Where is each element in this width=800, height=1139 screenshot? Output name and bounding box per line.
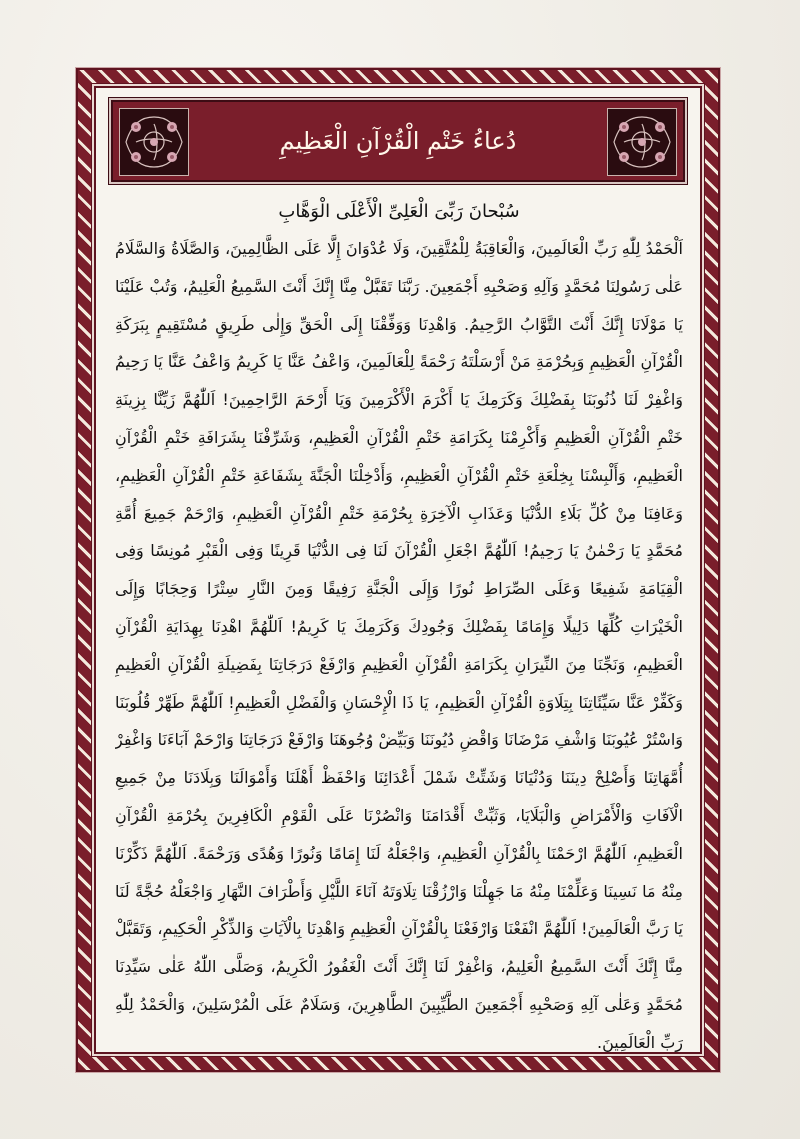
frame-inner-panel	[96, 88, 700, 1052]
floral-ornament-icon	[607, 108, 677, 176]
title-banner	[113, 102, 683, 180]
opening-line: سُبْحانَ رَبِّىَ الْعَلِىِّ الْأَعْلَى الْوَهَّابِ	[278, 201, 520, 222]
prayer-text: اَلْحَمْدُ لِلّٰهِ رَبِّ الْعَالَمِينَ، وَالْعَاقِبَةُ لِلْمُتَّقِينَ، وَلَا عُدْوَانَ إِلَّا عَلَى الظَّالِمِينَ، وَالصَّلَاةُ وَالسَّلَامُ عَلٰى رَسُولِنَا مُحَمَّدٍ وَآلِهِ وَصَحْبِهِ أَجْمَعِينَ. رَبَّنَا تَقَبَّلْ مِنَّا إِنَّكَ أَنْتَ السَّمِيعُ الْعَلِيمُ، وَتُبْ عَلَيْنَا يَا مَوْلَانَا إِنَّكَ أَنْتَ التَّوَّابُ الرَّحِيمُ. وَاهْدِنَا وَوَفِّقْنَا إِلَى الْحَقِّ وَإِلٰى طَرِيقٍ مُسْتَقِيمٍ بِبَرَكَةِ الْقُرْآنِ الْعَظِيمِ وَبِحُرْمَةِ مَنْ أَرْسَلْتَهُ رَحْمَةً لِلْعَالَمِينَ، وَاعْفُ عَنَّا يَا كَرِيمُ وَاعْفُ عَنَّا يَا رَحِيمُ وَاغْفِرْ لَنَا ذُنُوبَنَا بِفَضْلِكَ وَكَرَمِكَ يَا أَكْرَمَ الْأَكْرَمِينَ وَيَا أَرْحَمَ الرَّاحِمِينَ! اَللّٰهُمَّ زَيِّنَّا بِزِينَةِ خَتْمِ الْقُرْآنِ الْعَظِيمِ وَأَكْرِمْنَا بِكَرَامَةِ خَتْمِ الْقُرْآنِ الْعَظِيمِ، وَشَرِّفْنَا بِشَرَافَةِ خَتْمِ الْقُرْآنِ الْعَظِيمِ، وَأَلْبِسْنَا بِخِلْعَةِ خَتْمِ الْقُرْآنِ الْعَظِيمِ، وَأَدْخِلْنَا الْجَنَّةَ بِشَفَاعَةِ خَتْمِ الْقُرْآنِ الْعَظِيمِ، وَعَافِنَا مِنْ كُلِّ بَلَاءِ الدُّنْيَا وَعَذَابِ الْآخِرَةِ بِحُرْمَةِ خَتْمِ الْقُرْآنِ الْعَظِيمِ، وَارْحَمْ جَمِيعَ أُمَّةِ مُحَمَّدٍ يَا رَحْمٰنُ يَا رَحِيمُ! اَللّٰهُمَّ اجْعَلِ الْقُرْآنَ لَنَا فِى الدُّنْيَا قَرِينًا وَفِى الْقَبْرِ مُونِسًا وَفِى الْقِيَامَةِ شَفِيعًا وَعَلَى الصِّرَاطِ نُورًا وَإِلَى الْجَنَّةِ رَفِيقًا وَمِنَ النَّارِ سِتْرًا وَحِجَابًا وَإِلَى الْخَيْرَاتِ كُلِّهَا دَلِيلًا وَإِمَامًا بِفَضْلِكَ وَجُودِكَ وَكَرَمِكَ يَا كَرِيمُ! اَللّٰهُمَّ اهْدِنَا بِهِدَايَةِ الْقُرْآنِ الْعَظِيمِ، وَنَجِّنَا مِنَ النِّيرَانِ بِكَرَامَةِ الْقُرْآنِ الْعَظِيمِ وَارْفَعْ دَرَجَاتِنَا بِفَضِيلَةِ الْقُرْآنِ الْعَظِيمِ وَكَفِّرْ عَنَّا سَيِّئَاتِنَا بِتِلَاوَةِ الْقُرْآنِ الْعَظِيمِ، يَا ذَا الْإِحْسَانِ وَالْفَضْلِ الْعَظِيمِ! اَللّٰهُمَّ طَهِّرْ قُلُوبَنَا وَاسْتُرْ عُيُوبَنَا وَاشْفِ مَرْضَانَا وَاقْضِ دُيُونَنَا وَبَيِّضْ وُجُوهَنَا وَارْفَعْ دَرَجَاتِنَا وَارْحَمْ آبَاءَنَا وَاغْفِرْ أُمَّهَاتِنَا وَأَصْلِحْ دِينَنَا وَدُنْيَانَا وَشَتِّتْ شَمْلَ أَعْدَائِنَا وَاحْفَظْ أَهْلَنَا وَأَمْوَالَنَا وَبِلَادَنَا مِنْ جَمِيعِ الْآفَاتِ وَالْأَمْرَاضِ وَالْبَلَايَا، وَثَبِّتْ أَقْدَامَنَا وَانْصُرْنَا عَلَى الْقَوْمِ الْكَافِرِينَ بِحُرْمَةِ الْقُرْآنِ الْعَظِيمِ، اَللّٰهُمَّ ارْحَمْنَا بِالْقُرْآنِ الْعَظِيمِ، وَاجْعَلْهُ لَنَا إِمَامًا وَنُورًا وَهُدًى وَرَحْمَةً. اَللّٰهُمَّ ذَكِّرْنَا مِنْهُ مَا نَسِينَا وَعَلِّمْنَا مِنْهُ مَا جَهِلْنَا وَارْزُقْنَا تِلَاوَتَهُ آنَاءَ اللَّيْلِ وَأَطْرَافَ النَّهَارِ وَاجْعَلْهُ حُجَّةً لَنَا يَا رَبَّ الْعَالَمِينَ! اَللّٰهُمَّ انْفَعْنَا وَارْفَعْنَا بِالْقُرْآنِ الْعَظِيمِ وَاهْدِنَا بِالْآيَاتِ وَالذِّكْرِ الْحَكِيمِ، وَتَقَبَّلْ مِنَّا إِنَّكَ أَنْتَ السَّمِيعُ الْعَلِيمُ، وَاغْفِرْ لَنَا إِنَّكَ أَنْتَ الْغَفُورُ الْكَرِيمُ، وَصَلَّى اللّٰهُ عَلٰى سَيِّدِنَا مُحَمَّدٍ وَعَلٰى آلِهِ وَصَحْبِهِ أَجْمَعِينَ الطَّيِّبِينَ الطَّاهِرِينَ، وَسَلَامٌ عَلَى الْمُرْسَلِينَ، وَالْحَمْدُ لِلّٰهِ رَبِّ الْعَالَمِينَ.	[115, 239, 683, 1052]
page-title: دُعاءُ خَتْمِ الْقُرْآنِ الْعَظِيمِ	[279, 127, 517, 155]
prayer-body	[115, 192, 683, 1052]
floral-ornament-icon	[119, 108, 189, 176]
decorative-frame	[78, 70, 718, 1070]
